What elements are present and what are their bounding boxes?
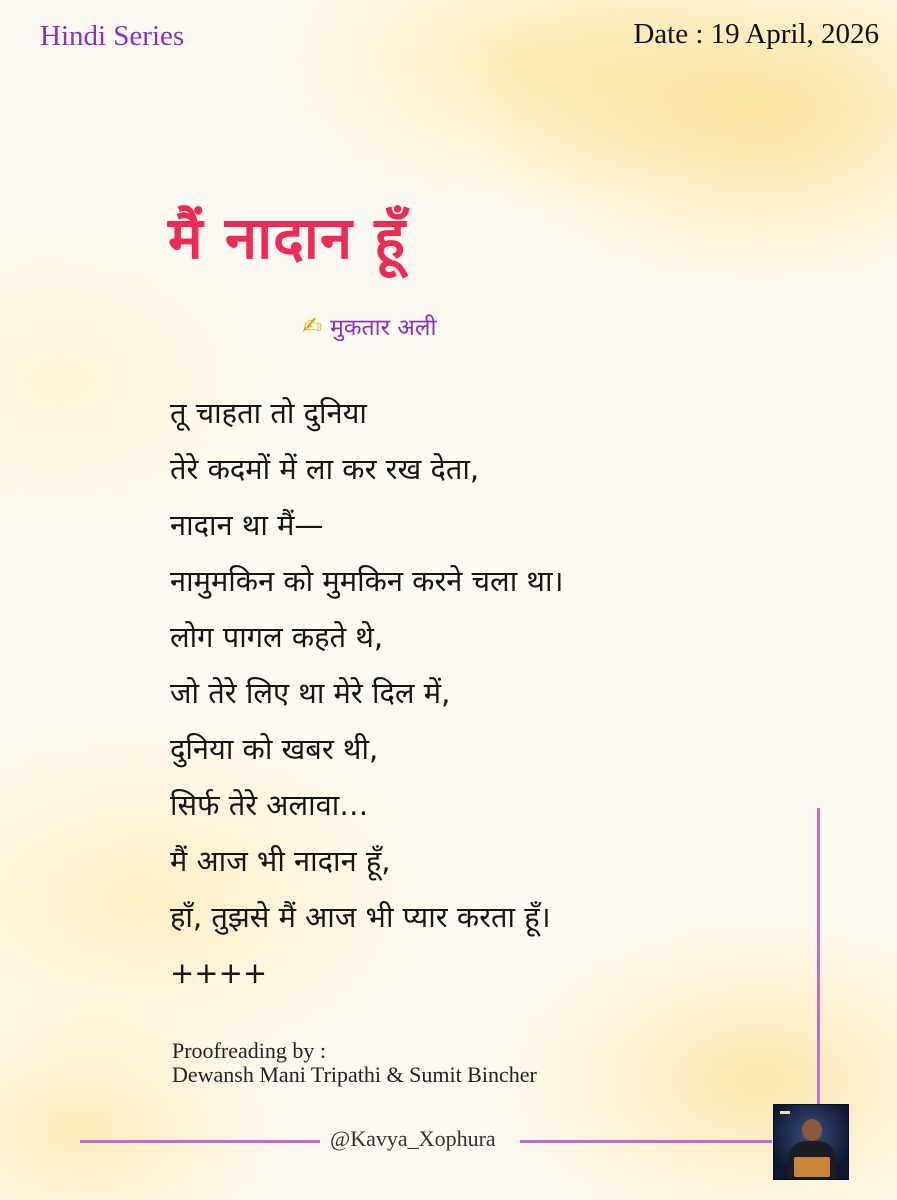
poem-end-mark: ++++ [170,956,268,990]
poem-line: जो तेरे लिए था मेरे दिल में, [170,676,451,710]
series-label: Hindi Series [40,20,185,52]
poem-line: मैं आज भी नादान हूँ, [170,844,391,878]
footer-rule-right [520,1140,772,1143]
social-handle: @Kavya_Xophura [330,1126,496,1151]
poem-line: तू चाहता तो दुनिया [170,396,367,430]
author-photo-thumbnail [773,1104,849,1180]
proofreading-label: Proofreading by : [172,1038,326,1063]
proofreading-credits [172,1039,537,1087]
poem-title: मैं नादान हूँ [168,204,407,272]
date-label: Date : 19 April, 2026 [633,18,879,50]
footer-rule-left [80,1140,320,1143]
poem-line: दुनिया को खबर थी, [170,732,379,766]
poem-line: सिर्फ तेरे अलावा… [170,788,369,822]
writing-hand-icon: ✍ [302,312,323,340]
poem-body [170,393,563,1009]
author-name: मुकतार अली [330,315,437,341]
vertical-divider [817,808,820,1104]
poem-line: हाँ, तुझसे मैं आज भी प्यार करता हूँ। [170,900,551,934]
author-line [302,310,436,342]
poem-line: लोग पागल कहते थे, [170,620,384,654]
poem-line: नामुमकिन को मुमकिन करने चला था। [170,564,564,598]
proofreader-names: Dewansh Mani Tripathi & Sumit Bincher [172,1062,537,1087]
poem-line: तेरे कदमों में ला कर रख देता, [170,452,480,486]
poem-line: नादान था मैं— [170,508,324,542]
